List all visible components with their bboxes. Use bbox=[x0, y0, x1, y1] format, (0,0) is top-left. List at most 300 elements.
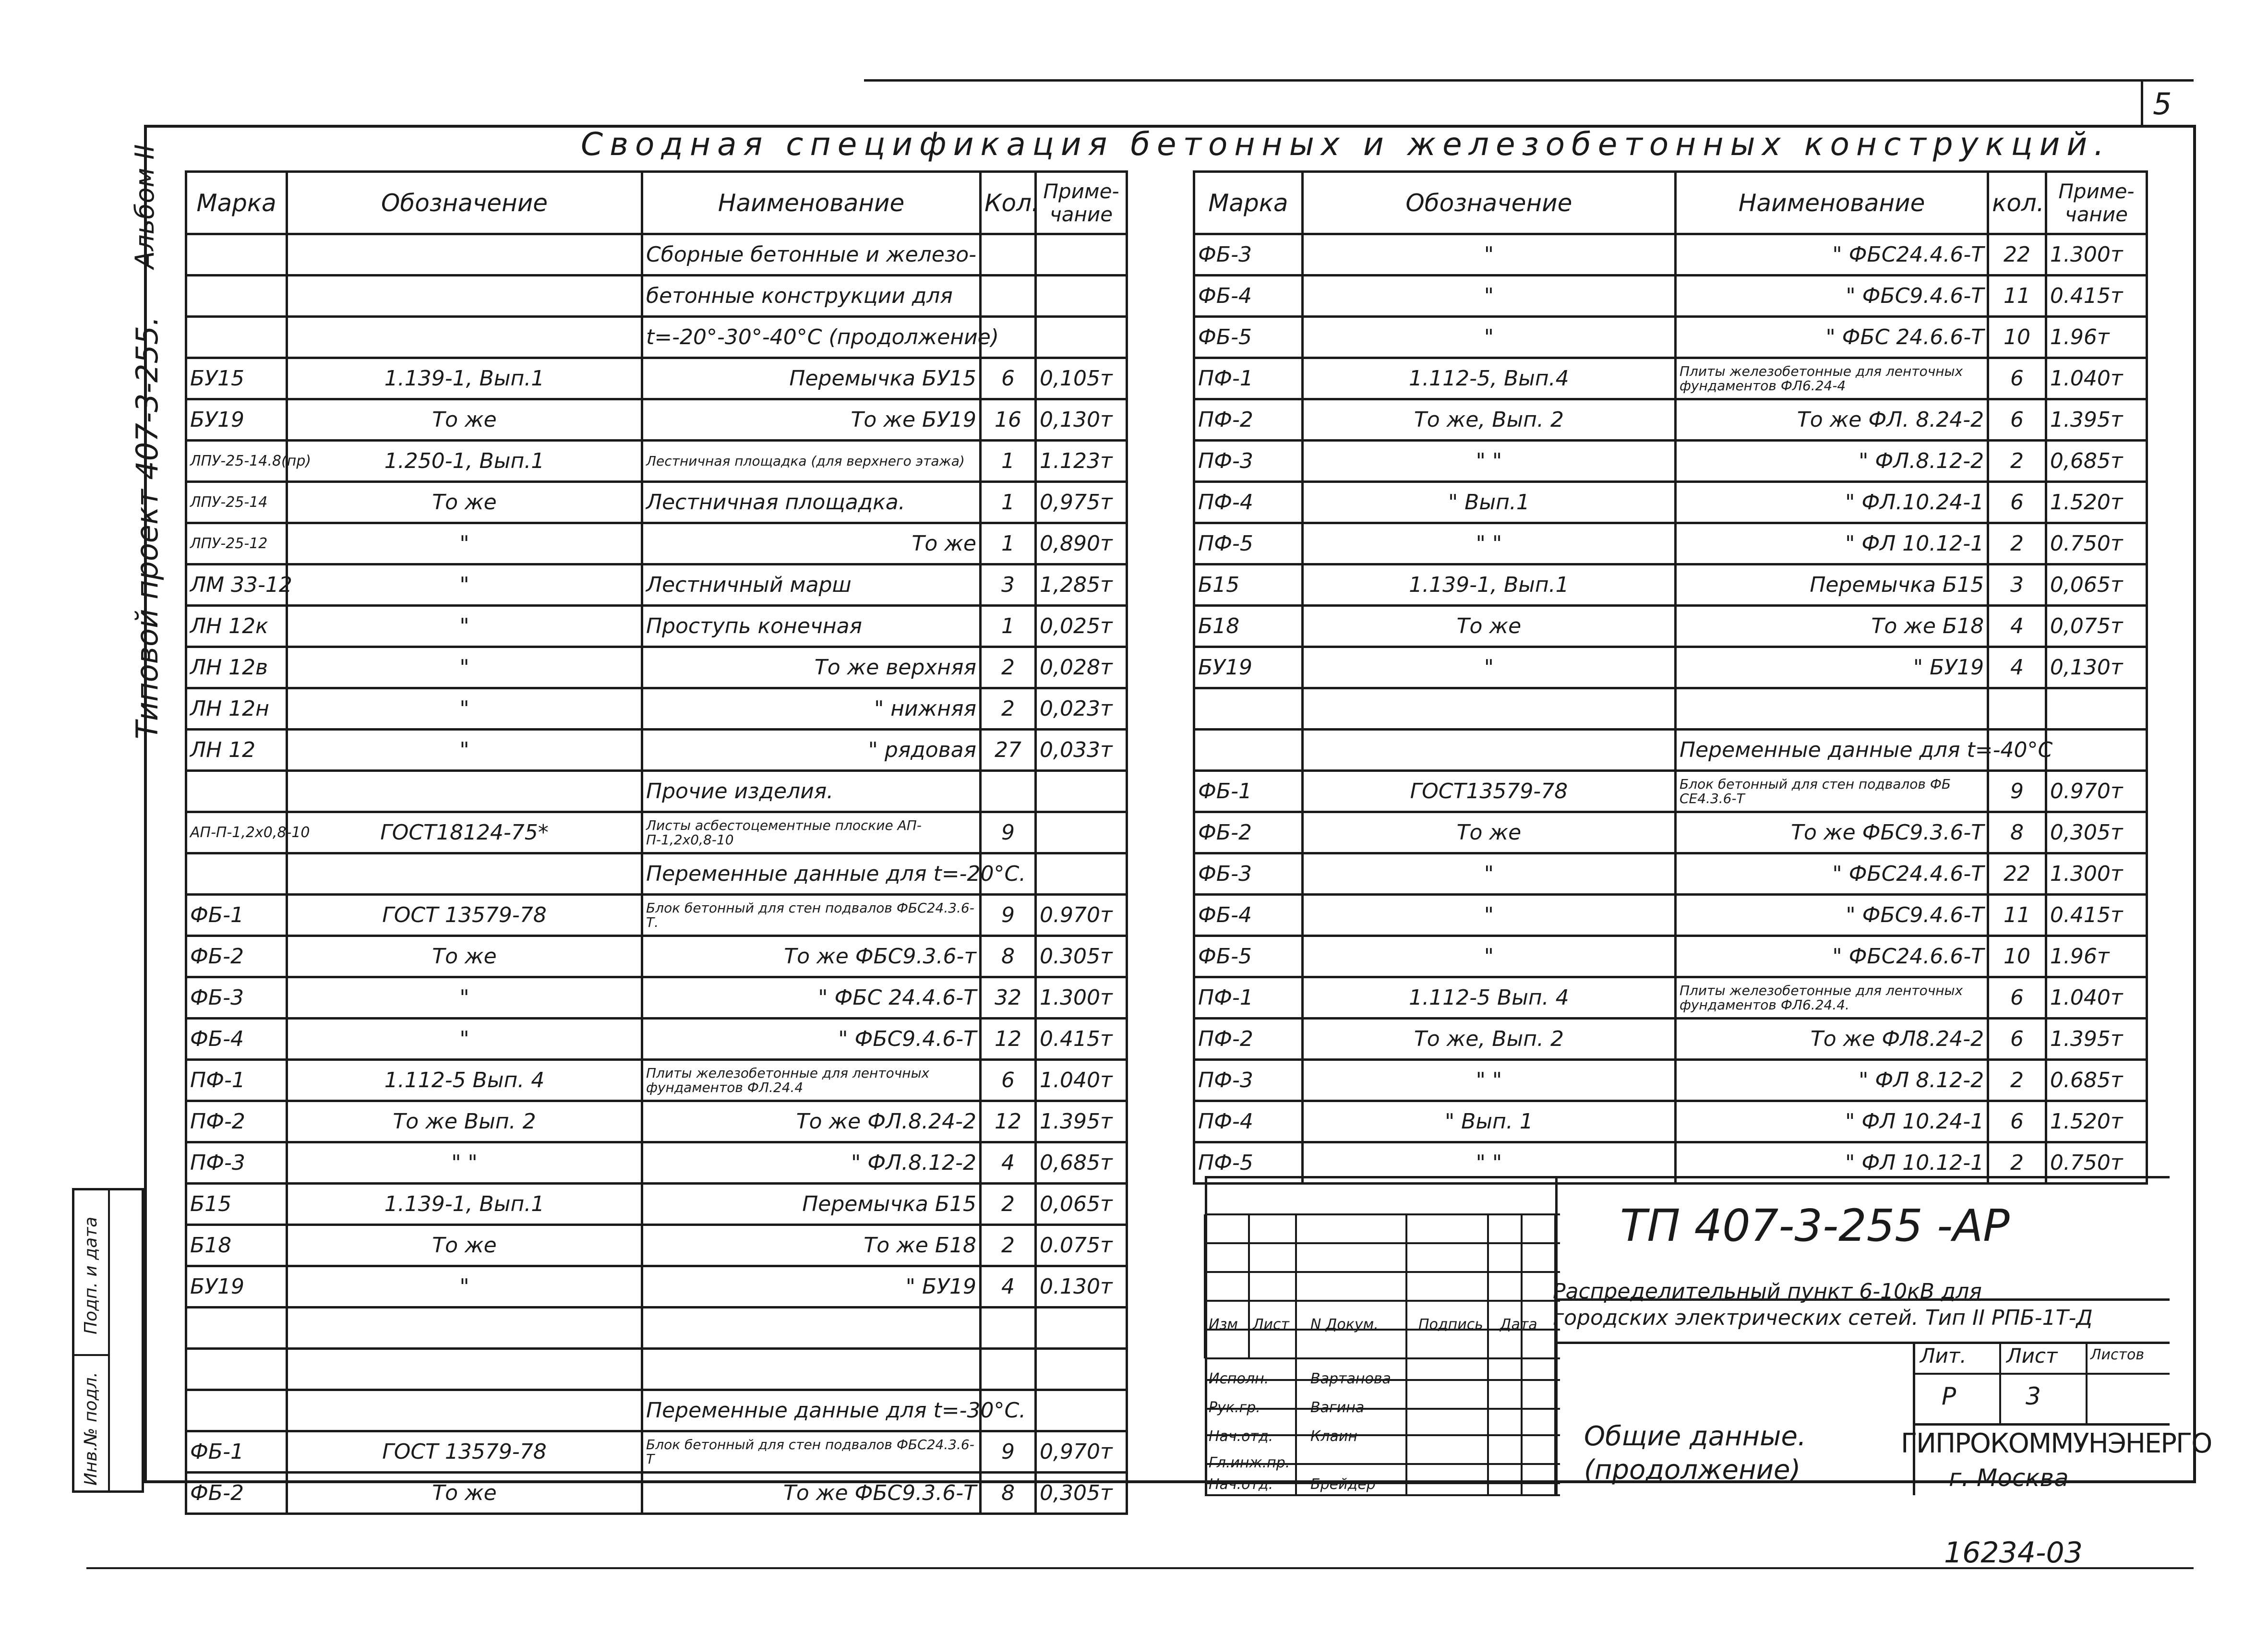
table-row bbox=[186, 853, 1127, 895]
cell-designation: " bbox=[287, 564, 642, 606]
document-description-line1: Распределительный пункт 6-10кВ для bbox=[1553, 1279, 1982, 1304]
cell-note: 0,105т bbox=[1036, 358, 1127, 399]
table-row bbox=[1194, 234, 2147, 276]
tb-lit-divider bbox=[1913, 1342, 1915, 1495]
cell-qty: 8 bbox=[981, 1473, 1036, 1514]
cell-mark: ПФ-4 bbox=[1194, 482, 1303, 523]
cell-designation: " bbox=[287, 730, 642, 771]
tb-person-5: Брейдер bbox=[1310, 1476, 1376, 1493]
cell-note: 0,065т bbox=[1036, 1184, 1127, 1225]
cell-qty bbox=[981, 234, 1036, 276]
cell-name: То же Б18 bbox=[642, 1225, 981, 1266]
table-row bbox=[186, 482, 1127, 523]
cell-mark: ПФ-1 bbox=[1194, 358, 1303, 399]
table-row bbox=[186, 399, 1127, 441]
cell-designation: " bbox=[1302, 936, 1675, 977]
cell-name: " ФЛ 10.12-1 bbox=[1675, 1142, 1988, 1184]
cell-qty: 11 bbox=[1988, 895, 2046, 936]
document-code: ТП 407-3-255 -АР bbox=[1620, 1200, 2010, 1251]
cell-mark: ФБ-5 bbox=[1194, 936, 1303, 977]
table-row bbox=[186, 1473, 1127, 1514]
cell-qty: 9 bbox=[981, 895, 1036, 936]
cell-mark: БУ19 bbox=[1194, 647, 1303, 688]
tb-lit-rule bbox=[1913, 1373, 2170, 1375]
cell-designation: То же bbox=[287, 936, 642, 977]
cell-qty: 6 bbox=[1988, 977, 2046, 1019]
cell-designation: " bbox=[287, 977, 642, 1019]
col-designation-header: Обозначение bbox=[287, 172, 642, 234]
cell-designation: " bbox=[1302, 234, 1675, 276]
cell-designation: ГОСТ13579-78 bbox=[1302, 771, 1675, 812]
cell-mark bbox=[186, 317, 287, 358]
table-row bbox=[186, 1431, 1127, 1473]
cell-designation: " bbox=[287, 1266, 642, 1308]
table-row bbox=[186, 688, 1127, 730]
tb-col-izm: Изм bbox=[1209, 1316, 1238, 1333]
cell-note: 1.300т bbox=[1036, 977, 1127, 1019]
table-row bbox=[186, 771, 1127, 812]
table-row bbox=[186, 647, 1127, 688]
cell-name: t=-20°-30°-40°С (продолжение) bbox=[642, 317, 981, 358]
cell-mark bbox=[1194, 688, 1303, 730]
table-row bbox=[186, 606, 1127, 647]
cell-designation: 1.112-5 Вып. 4 bbox=[287, 1060, 642, 1101]
cell-note: 0,025т bbox=[1036, 606, 1127, 647]
cell-designation: " " bbox=[1302, 1142, 1675, 1184]
table-header-row bbox=[186, 172, 1127, 234]
cell-name: Переменные данные для t=-30°С. bbox=[642, 1390, 981, 1431]
cell-mark: ЛМ 33-12 bbox=[186, 564, 287, 606]
table-row bbox=[1194, 523, 2147, 564]
cell-mark: ЛПУ-25-14 bbox=[186, 482, 287, 523]
table-row bbox=[1194, 977, 2147, 1019]
cell-note bbox=[1036, 1308, 1127, 1349]
cell-designation: " " bbox=[1302, 523, 1675, 564]
cell-qty: 2 bbox=[981, 688, 1036, 730]
cell-designation bbox=[287, 234, 642, 276]
tb-sheet-value: 3 bbox=[2026, 1382, 2041, 1410]
cell-mark: ФБ-4 bbox=[1194, 895, 1303, 936]
cell-note bbox=[1036, 812, 1127, 853]
cell-qty: 10 bbox=[1988, 936, 2046, 977]
cell-mark: ФБ-1 bbox=[186, 1431, 287, 1473]
cell-name: Перемычка БУ15 bbox=[642, 358, 981, 399]
cell-designation: " bbox=[287, 647, 642, 688]
cell-designation: 1.250-1, Вып.1 bbox=[287, 441, 642, 482]
cell-mark: ЛПУ-25-14.8(пр) bbox=[186, 441, 287, 482]
cell-designation: То же bbox=[287, 1473, 642, 1514]
table-row bbox=[1194, 358, 2147, 399]
table-row bbox=[1194, 647, 2147, 688]
cell-name: Перемычка Б15 bbox=[1675, 564, 1988, 606]
table-row bbox=[186, 1142, 1127, 1184]
cell-note bbox=[1036, 853, 1127, 895]
cell-name bbox=[642, 1308, 981, 1349]
table-row bbox=[186, 1225, 1127, 1266]
cell-qty: 12 bbox=[981, 1019, 1036, 1060]
cell-qty: 2 bbox=[981, 1225, 1036, 1266]
cell-qty: 4 bbox=[1988, 647, 2046, 688]
cell-designation bbox=[287, 276, 642, 317]
cell-note: 0.415т bbox=[2046, 895, 2147, 936]
cell-name: Лестничная площадка (для верхнего этажа) bbox=[642, 441, 981, 482]
cell-name: То же БУ19 bbox=[642, 399, 981, 441]
table-row bbox=[186, 895, 1127, 936]
table-row bbox=[186, 358, 1127, 399]
cell-note: 1.040т bbox=[2046, 358, 2147, 399]
tb-role-2: Рук.гр. bbox=[1209, 1399, 1260, 1416]
cell-note: 1.395т bbox=[1036, 1101, 1127, 1142]
cell-designation bbox=[287, 317, 642, 358]
cell-designation: То же bbox=[1302, 812, 1675, 853]
cell-mark: ПФ-2 bbox=[1194, 1019, 1303, 1060]
cell-name: " ФЛ.8.12-2 bbox=[1675, 441, 1988, 482]
cell-name: Плиты железобетонные для ленточных фундаментов ФЛ.24.4 bbox=[642, 1060, 981, 1101]
cell-mark: ПФ-3 bbox=[1194, 1060, 1303, 1101]
cell-qty: 9 bbox=[981, 1431, 1036, 1473]
cell-designation: " " bbox=[1302, 1060, 1675, 1101]
cell-designation: 1.139-1, Вып.1 bbox=[287, 1184, 642, 1225]
table-row bbox=[1194, 1060, 2147, 1101]
cell-mark: БУ19 bbox=[186, 1266, 287, 1308]
cell-qty: 6 bbox=[1988, 1101, 2046, 1142]
cell-mark: Б18 bbox=[1194, 606, 1303, 647]
col-mark-header: Марка bbox=[1194, 172, 1303, 234]
cell-qty: 2 bbox=[1988, 523, 2046, 564]
cell-qty: 6 bbox=[1988, 399, 2046, 441]
cell-name: Плиты железобетонные для ленточных фундаментов ФЛ6.24-4 bbox=[1675, 358, 1988, 399]
cell-designation bbox=[287, 853, 642, 895]
table-row bbox=[1194, 853, 2147, 895]
cell-note: 0,065т bbox=[2046, 564, 2147, 606]
cell-note bbox=[2046, 730, 2147, 771]
cell-mark: ПФ-5 bbox=[1194, 1142, 1303, 1184]
tb-col-date: Дата bbox=[1500, 1316, 1537, 1333]
table-row bbox=[1194, 688, 2147, 730]
cell-note: 0.750т bbox=[2046, 523, 2147, 564]
table-row bbox=[186, 1101, 1127, 1142]
tb-role-3: Нач.отд. bbox=[1209, 1428, 1273, 1445]
sheet-title-line2: (продолжение) bbox=[1584, 1454, 1801, 1486]
cell-mark bbox=[186, 234, 287, 276]
table-row bbox=[186, 1019, 1127, 1060]
cell-qty: 4 bbox=[1988, 606, 2046, 647]
cell-mark: ФБ-2 bbox=[186, 936, 287, 977]
table-row bbox=[186, 1390, 1127, 1431]
cell-mark: АП-П-1,2х0,8-10 bbox=[186, 812, 287, 853]
cell-mark: ЛН 12в bbox=[186, 647, 287, 688]
table-row bbox=[186, 730, 1127, 771]
cell-name: бетонные конструкции для bbox=[642, 276, 981, 317]
title-block-grid bbox=[1205, 1214, 1560, 1495]
stamp-signature-label: Подп. и дата bbox=[81, 1216, 101, 1334]
cell-note: 0,033т bbox=[1036, 730, 1127, 771]
cell-note: 1.123т bbox=[1036, 441, 1127, 482]
table-row bbox=[1194, 564, 2147, 606]
cell-qty: 6 bbox=[981, 358, 1036, 399]
cell-qty: 9 bbox=[981, 812, 1036, 853]
cell-mark bbox=[186, 1390, 287, 1431]
cell-designation: " bbox=[287, 523, 642, 564]
cell-name: " ФЛ.10.24-1 bbox=[1675, 482, 1988, 523]
cell-designation: " bbox=[1302, 647, 1675, 688]
cell-note: 0,685т bbox=[1036, 1142, 1127, 1184]
cell-qty: 4 bbox=[981, 1142, 1036, 1184]
cell-note: 1.395т bbox=[2046, 399, 2147, 441]
table-row bbox=[1194, 730, 2147, 771]
cell-note: 0.075т bbox=[1036, 1225, 1127, 1266]
table-row bbox=[186, 1060, 1127, 1101]
cell-mark: БУ19 bbox=[186, 399, 287, 441]
cell-mark: ЛН 12к bbox=[186, 606, 287, 647]
cell-mark: ЛН 12н bbox=[186, 688, 287, 730]
cell-mark: ФБ-5 bbox=[1194, 317, 1303, 358]
table-row bbox=[186, 317, 1127, 358]
table-row bbox=[186, 936, 1127, 977]
cell-note: 1.040т bbox=[2046, 977, 2147, 1019]
cell-mark: БУ15 bbox=[186, 358, 287, 399]
cell-note: 0,685т bbox=[2046, 441, 2147, 482]
cell-note: 1.96т bbox=[2046, 317, 2147, 358]
cell-mark: ПФ-5 bbox=[1194, 523, 1303, 564]
cell-qty: 2 bbox=[1988, 1060, 2046, 1101]
cell-designation bbox=[1302, 730, 1675, 771]
cell-mark: ПФ-4 bbox=[1194, 1101, 1303, 1142]
cell-name: То же bbox=[642, 523, 981, 564]
cell-mark: ПФ-1 bbox=[1194, 977, 1303, 1019]
cell-name: То же Б18 bbox=[1675, 606, 1988, 647]
cell-designation: То же bbox=[287, 1225, 642, 1266]
table-row bbox=[1194, 441, 2147, 482]
col-note-header: Приме-чание bbox=[1036, 172, 1127, 234]
cell-mark bbox=[186, 853, 287, 895]
cell-mark: ФБ-3 bbox=[1194, 853, 1303, 895]
table-header-row bbox=[1194, 172, 2147, 234]
spec-table-left bbox=[185, 170, 1128, 1515]
cell-qty: 22 bbox=[1988, 234, 2046, 276]
cell-name: То же ФБС9.3.6-Т bbox=[1675, 812, 1988, 853]
cell-qty bbox=[981, 771, 1036, 812]
table-row bbox=[1194, 771, 2147, 812]
cell-designation: " Вып. 1 bbox=[1302, 1101, 1675, 1142]
table-row bbox=[1194, 895, 2147, 936]
cell-designation: " bbox=[1302, 317, 1675, 358]
cell-name: Блок бетонный для стен подвалов ФБС24.3.6-Т. bbox=[642, 895, 981, 936]
cell-name: Проступь конечная bbox=[642, 606, 981, 647]
cell-note: 0.750т bbox=[2046, 1142, 2147, 1184]
cell-designation: То же bbox=[1302, 606, 1675, 647]
cell-mark: ФБ-2 bbox=[1194, 812, 1303, 853]
cell-designation: 1.139-1, Вып.1 bbox=[1302, 564, 1675, 606]
cell-note: 0.415т bbox=[1036, 1019, 1127, 1060]
cell-designation: " bbox=[1302, 276, 1675, 317]
document-description-line2: городских электрических сетей. Тип II РПБ-1Т-Д bbox=[1553, 1306, 2093, 1330]
cell-name: То же ФБС9.3.6-Т bbox=[642, 1473, 981, 1514]
cell-mark: ФБ-1 bbox=[186, 895, 287, 936]
tb-sheets-label: Листов bbox=[2090, 1346, 2145, 1363]
cell-mark: ПФ-3 bbox=[186, 1142, 287, 1184]
cell-note: 1,285т bbox=[1036, 564, 1127, 606]
cell-qty: 6 bbox=[1988, 482, 2046, 523]
cell-designation: То же Вып. 2 bbox=[287, 1101, 642, 1142]
spec-table-left-body bbox=[186, 234, 1127, 1514]
cell-note: 0,305т bbox=[2046, 812, 2147, 853]
cell-qty: 2 bbox=[1988, 441, 2046, 482]
tb-col-list: Лист bbox=[1253, 1316, 1290, 1333]
cell-mark: ФБ-2 bbox=[186, 1473, 287, 1514]
cell-qty bbox=[981, 276, 1036, 317]
cell-mark: ПФ-1 bbox=[186, 1060, 287, 1101]
cell-qty: 1 bbox=[981, 441, 1036, 482]
cell-mark: ЛН 12 bbox=[186, 730, 287, 771]
table-row bbox=[1194, 1019, 2147, 1060]
table-row bbox=[1194, 936, 2147, 977]
cell-note: 1.040т bbox=[1036, 1060, 1127, 1101]
spec-table-right bbox=[1193, 170, 2148, 1185]
cell-note: 0,970т bbox=[1036, 1431, 1127, 1473]
cell-note: 0.970т bbox=[1036, 895, 1127, 936]
cell-mark: Б18 bbox=[186, 1225, 287, 1266]
cell-mark bbox=[186, 1308, 287, 1349]
cell-qty: 1 bbox=[981, 523, 1036, 564]
cell-note: 0.305т bbox=[1036, 936, 1127, 977]
cell-qty: 32 bbox=[981, 977, 1036, 1019]
col-name-header: Наименование bbox=[1675, 172, 1988, 234]
cell-designation bbox=[287, 771, 642, 812]
cell-note: 1.96т bbox=[2046, 936, 2147, 977]
tb-lit-value: Р bbox=[1942, 1382, 1956, 1410]
table-row bbox=[186, 812, 1127, 853]
cell-name: " нижняя bbox=[642, 688, 981, 730]
cell-mark: ФБ-4 bbox=[186, 1019, 287, 1060]
cell-name: " БУ19 bbox=[642, 1266, 981, 1308]
cell-qty: 8 bbox=[981, 936, 1036, 977]
cell-mark: Б15 bbox=[186, 1184, 287, 1225]
cell-note bbox=[2046, 688, 2147, 730]
cell-note: 0,130т bbox=[1036, 399, 1127, 441]
binding-stamp bbox=[72, 1188, 144, 1493]
col-mark-header: Марка bbox=[186, 172, 287, 234]
cell-qty: 16 bbox=[981, 399, 1036, 441]
cell-name: " ФБС9.4.6-Т bbox=[642, 1019, 981, 1060]
col-qty-header: кол. bbox=[1988, 172, 2046, 234]
cell-name: " ФЛ.8.12-2 bbox=[642, 1142, 981, 1184]
cell-name: " ФБС24.6.6-Т bbox=[1675, 936, 1988, 977]
cell-name: То же ФБС9.3.6-т bbox=[642, 936, 981, 977]
cell-designation bbox=[1302, 688, 1675, 730]
cell-note bbox=[1036, 1390, 1127, 1431]
cell-designation: То же, Вып. 2 bbox=[1302, 399, 1675, 441]
cell-note bbox=[1036, 234, 1127, 276]
tb-role-1: Исполн. bbox=[1209, 1370, 1269, 1387]
table-row bbox=[186, 441, 1127, 482]
binding-stamp-divider bbox=[108, 1190, 110, 1490]
cell-designation: " bbox=[287, 1019, 642, 1060]
cell-note: 0,890т bbox=[1036, 523, 1127, 564]
cell-name: Переменные данные для t=-40°С bbox=[1675, 730, 1988, 771]
cell-note: 0,130т bbox=[2046, 647, 2147, 688]
cell-qty: 2 bbox=[981, 647, 1036, 688]
cell-designation: " bbox=[287, 688, 642, 730]
table-row bbox=[186, 1266, 1127, 1308]
cell-note: 0,075т bbox=[2046, 606, 2147, 647]
tb-sheet-label: Лист bbox=[2006, 1344, 2058, 1368]
tb-role-4: Гл.инж.пр. bbox=[1209, 1454, 1290, 1471]
cell-qty: 12 bbox=[981, 1101, 1036, 1142]
col-qty-header: Кол. bbox=[981, 172, 1036, 234]
organization-name: ГИПРОКОММУНЭНЕРГО bbox=[1901, 1428, 2212, 1459]
cell-note: 1.300т bbox=[2046, 234, 2147, 276]
tb-role-5: Нач.отд. bbox=[1209, 1476, 1273, 1493]
cell-name: " ФЛ 10.12-1 bbox=[1675, 523, 1988, 564]
cell-name: " рядовая bbox=[642, 730, 981, 771]
cell-qty: 6 bbox=[1988, 358, 2046, 399]
cell-designation: ГОСТ 13579-78 bbox=[287, 1431, 642, 1473]
table-row bbox=[186, 234, 1127, 276]
cell-qty: 6 bbox=[981, 1060, 1036, 1101]
cell-name: " ФБС9.4.6-Т bbox=[1675, 276, 1988, 317]
table-row bbox=[1194, 276, 2147, 317]
cell-name: " ФБС 24.4.6-Т bbox=[642, 977, 981, 1019]
cell-note: 1.395т bbox=[2046, 1019, 2147, 1060]
cell-designation: " " bbox=[287, 1142, 642, 1184]
spec-table-right-body bbox=[1194, 234, 2147, 1184]
table-row bbox=[1194, 812, 2147, 853]
cell-qty: 3 bbox=[981, 564, 1036, 606]
organization-city: г. Москва bbox=[1949, 1464, 2069, 1492]
cell-name: То же ФЛ. 8.24-2 bbox=[1675, 399, 1988, 441]
cell-qty: 2 bbox=[981, 1184, 1036, 1225]
cell-name: Блок бетонный для стен подвалов ФБС24.3.6-Т bbox=[642, 1431, 981, 1473]
cell-note: 1.520т bbox=[2046, 482, 2147, 523]
cell-name bbox=[1675, 688, 1988, 730]
cell-note bbox=[1036, 276, 1127, 317]
tb-person-3: Клаин bbox=[1310, 1428, 1357, 1445]
cell-note bbox=[1036, 317, 1127, 358]
spec-title: Сводная спецификация бетонных и железобетонных конструкций. bbox=[581, 126, 2111, 163]
cell-name: " ФБС24.4.6-Т bbox=[1675, 234, 1988, 276]
cell-qty: 8 bbox=[1988, 812, 2046, 853]
sheet-title-line1: Общие данные. bbox=[1584, 1421, 1806, 1452]
cell-name: Лестничная площадка. bbox=[642, 482, 981, 523]
cell-qty bbox=[1988, 688, 2046, 730]
table-row bbox=[1194, 399, 2147, 441]
bottom-rule bbox=[86, 1567, 2194, 1569]
tb-lit-label: Лит. bbox=[1920, 1344, 1967, 1368]
col-name-header: Наименование bbox=[642, 172, 981, 234]
table-row bbox=[1194, 606, 2147, 647]
cell-name: Лестничный марш bbox=[642, 564, 981, 606]
top-rule bbox=[864, 79, 2194, 82]
archive-number: 16234-03 bbox=[1944, 1536, 2083, 1570]
cell-name: " ФБС9.4.6-Т bbox=[1675, 895, 1988, 936]
cell-note: 0.130т bbox=[1036, 1266, 1127, 1308]
cell-note: 0,023т bbox=[1036, 688, 1127, 730]
cell-mark bbox=[186, 1349, 287, 1390]
cell-name: " БУ19 bbox=[1675, 647, 1988, 688]
tb-top-border bbox=[1205, 1176, 2170, 1178]
cell-mark bbox=[186, 276, 287, 317]
cell-mark: ЛПУ-25-12 bbox=[186, 523, 287, 564]
table-row bbox=[186, 977, 1127, 1019]
cell-mark: ФБ-1 bbox=[1194, 771, 1303, 812]
cell-mark: ФБ-3 bbox=[1194, 234, 1303, 276]
cell-designation bbox=[287, 1349, 642, 1390]
cell-note: 1.300т bbox=[2046, 853, 2147, 895]
cell-name: Листы асбестоцементные плоские АП-П-1,2х0,8-10 bbox=[642, 812, 981, 853]
cell-note: 0.415т bbox=[2046, 276, 2147, 317]
cell-name: Переменные данные для t=-20°С. bbox=[642, 853, 981, 895]
